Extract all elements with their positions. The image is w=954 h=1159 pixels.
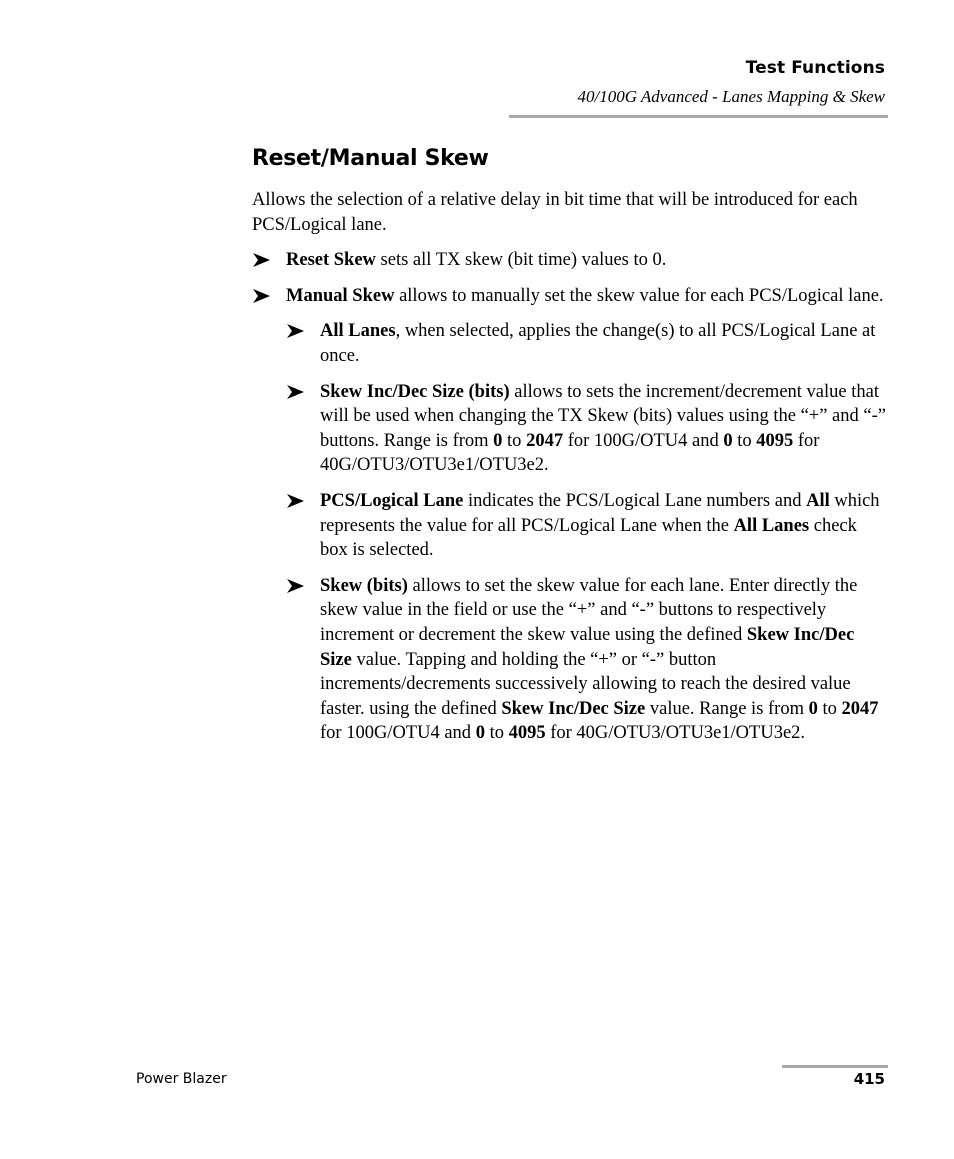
desc-text: value. Tapping and holding the “+” or “-” button increments/decrements successively allowing to reach the desired value faster. using the defined [320,649,851,719]
desc-text: which represents the value for all PCS/Logical Lane when the [320,490,880,536]
term-pcs-logical-lane: PCS/Logical Lane [320,490,464,511]
desc-text: indicates the PCS/Logical Lane numbers and [463,490,807,511]
desc-text: value. Range is from [645,698,809,719]
desc-text: for 40G/OTU3/OTU3e1/OTU3e2. [545,723,806,744]
arrow-bullet-icon [286,576,306,596]
desc-text: for 40G/OTU3/OTU3e1/OTU3e2. [320,430,820,476]
list-item-skew-bits [286,574,888,746]
bold-term: All [806,490,830,511]
bullet-list [252,248,888,746]
list-item-all-lanes [286,319,888,368]
list-item-manual-skew [252,284,888,746]
desc-text: to [817,698,842,719]
term-manual-skew: Manual Skew [286,285,395,306]
header-title: Test Functions [745,58,885,78]
range-value: 4095 [508,723,546,744]
arrow-bullet-icon [252,286,272,306]
desc-text: allows to sets the increment/decrement value that will be used when changing the TX Skew (bits) values using the “+” and “-” buttons. Range is from [320,381,886,451]
arrow-bullet-icon [286,321,306,341]
header-subtitle: 40/100G Advanced - Lanes Mapping & Skew [577,87,885,106]
list-item-pcs-logical-lane [286,489,888,563]
desc-text: to [502,430,527,451]
desc-reset-skew: sets all TX skew (bit time) values to 0. [375,250,667,271]
desc-text: allows to set the skew value for each lane. Enter directly the skew value in the field or use the “+” and “-” buttons to respectively increment or decrement the skew value using the defined [320,575,858,645]
section-body [252,188,888,757]
page-number: 415 [853,1070,885,1088]
term-all-lanes: All Lanes [320,321,396,342]
desc-text: check box is selected. [320,515,857,561]
desc-text: to [732,430,757,451]
desc-manual-skew: allows to manually set the skew value for each PCS/Logical lane. [394,285,884,306]
bold-term: Skew Inc/Dec Size [501,698,646,719]
header-divider [509,115,888,118]
desc-all-lanes: , when selected, applies the change(s) to all PCS/Logical Lane at once. [320,321,876,366]
arrow-bullet-icon [252,250,272,270]
term-inc-dec-size: Skew Inc/Dec Size (bits) [320,381,510,402]
footer-product-name: Power Blazer [136,1071,227,1087]
desc-text: to [484,723,509,744]
desc-text: for 100G/OTU4 and [320,723,476,744]
range-value: 2047 [841,698,879,719]
list-item-reset-skew [252,248,888,273]
arrow-bullet-icon [286,491,306,511]
term-skew-bits: Skew (bits) [320,575,408,596]
section-heading: Reset/Manual Skew [252,146,489,171]
arrow-bullet-icon [286,382,306,402]
intro-paragraph: Allows the selection of a relative delay in bit time that will be introduced for each PCS/Logical lane. [252,190,858,235]
range-value: 2047 [526,430,564,451]
range-value: 0 [475,723,485,744]
desc-text: for 100G/OTU4 and [563,430,724,451]
list-item-inc-dec-size [286,380,888,478]
range-value: 4095 [756,430,794,451]
bold-term: All Lanes [733,515,810,536]
range-value: 0 [723,430,733,451]
bold-term: Skew Inc/Dec Size [320,624,855,670]
range-value: 0 [493,430,503,451]
term-reset-skew: Reset Skew [286,250,376,271]
sub-bullet-list [286,319,888,746]
range-value: 0 [808,698,818,719]
footer-divider [782,1065,888,1068]
